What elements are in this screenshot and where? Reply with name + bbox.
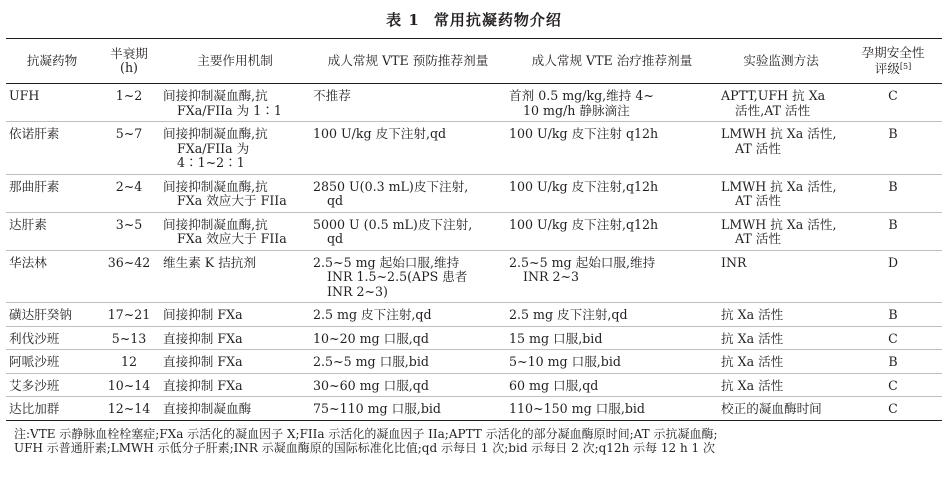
header-half-life-label: 半衰期 [110, 46, 148, 61]
cell-treatment-dose [506, 212, 718, 250]
prophylaxis-dose-line: qd [327, 231, 344, 246]
cell-monitoring [718, 84, 844, 122]
header-mechanism: 主要作用机制 [197, 53, 273, 68]
prophylaxis-dose-line: 2850 U(0.3 mL)皮下注射, [313, 178, 469, 194]
cell-mechanism [160, 303, 310, 327]
cell-prophylaxis-dose [310, 326, 506, 350]
table-row [6, 212, 942, 250]
table-body [6, 84, 942, 421]
header-grade-sub: 评级 [874, 61, 900, 76]
treatment-dose-line: 5~10 mg 口服,bid [509, 354, 621, 369]
cell-monitoring [718, 250, 844, 303]
cell-pregnancy-grade: C [888, 88, 898, 103]
cell-treatment-dose [506, 84, 718, 122]
cell-prophylaxis-dose [310, 84, 506, 122]
mechanism-line: 间接抑制凝血酶,抗 [163, 88, 268, 103]
prophylaxis-dose-line: 100 U/kg 皮下注射,qd [313, 126, 447, 141]
mechanism-line: 直接抑制 FXa [163, 377, 243, 393]
cell-pregnancy-grade: B [888, 178, 898, 194]
cell-mechanism [160, 397, 310, 421]
cell-mechanism [160, 122, 310, 175]
mechanism-line: 间接抑制凝血酶,抗 [163, 178, 268, 194]
cell-prophylaxis-dose [310, 397, 506, 421]
table-row [6, 350, 942, 374]
mechanism-line: 间接抑制凝血酶,抗 [163, 216, 268, 232]
cell-treatment-dose [506, 303, 718, 327]
cell-prophylaxis-dose [310, 373, 506, 397]
treatment-dose-line: 60 mg 口服,qd [509, 377, 599, 393]
monitoring-line: AT 活性 [735, 140, 781, 156]
prophylaxis-dose-line: INR 1.5~2.5(APS 患者 [327, 269, 468, 284]
cell-half-life: 12~14 [107, 401, 151, 416]
header-half-life-unit: (h) [120, 60, 138, 75]
treatment-dose-line: INR 2~3 [523, 269, 580, 284]
cell-half-life: 3~5 [115, 216, 143, 232]
cell-drug: 华法林 [9, 254, 47, 270]
cell-treatment-dose [506, 373, 718, 397]
cell-mechanism [160, 350, 310, 374]
cell-treatment-dose [506, 350, 718, 374]
monitoring-line: LMWH 抗 Xa 活性, [721, 126, 837, 141]
cell-treatment-dose [506, 250, 718, 303]
table-number: 表 1 [386, 11, 420, 29]
table-row [6, 397, 942, 421]
table-row [6, 174, 942, 212]
header-grade-label: 孕期安全性 [861, 45, 925, 60]
cell-half-life: 36~42 [107, 254, 151, 270]
monitoring-line: AT 活性 [735, 231, 781, 246]
mechanism-line: FXa 效应大于 FIIa [177, 193, 287, 208]
cell-drug: 达肝素 [9, 216, 47, 232]
table-row [6, 303, 942, 327]
treatment-dose-line: 首剂 0.5 mg/kg,维持 4~ [509, 88, 654, 103]
cell-monitoring [718, 326, 844, 350]
mechanism-line: 直接抑制 FXa [163, 330, 243, 346]
prophylaxis-dose-line: 5000 U (0.5 mL)皮下注射, [313, 216, 473, 232]
cell-pregnancy-grade: C [888, 401, 898, 416]
header-drug: 抗凝药物 [26, 53, 78, 68]
mechanism-line: 维生素 K 拮抗剂 [163, 254, 256, 270]
cell-mechanism [160, 84, 310, 122]
cell-drug: 利伐沙班 [9, 330, 60, 346]
table-note [14, 427, 934, 455]
cell-drug: 达比加群 [9, 401, 60, 416]
cell-monitoring [718, 373, 844, 397]
cell-pregnancy-grade: C [888, 377, 898, 393]
note-line-1: 注:VTE 示静脉血栓栓塞症;FXa 示活化的凝血因子 X;FIIa 示活化的凝血因子 IIa;APTT 示活化的部分凝血酶原时间;AT 示抗凝血酶; [14, 427, 718, 441]
cell-monitoring [718, 397, 844, 421]
header-row [6, 39, 942, 84]
cell-mechanism [160, 212, 310, 250]
anticoagulant-table [6, 38, 942, 421]
table-row [6, 326, 942, 350]
prophylaxis-dose-line: 75~110 mg 口服,bid [313, 401, 441, 416]
prophylaxis-dose-line: INR 2~3) [327, 283, 388, 299]
prophylaxis-dose-line: 不推荐 [313, 88, 351, 103]
cell-treatment-dose [506, 122, 718, 175]
cell-monitoring [718, 212, 844, 250]
cell-pregnancy-grade: B [888, 126, 898, 141]
cell-mechanism [160, 373, 310, 397]
monitoring-line: 抗 Xa 活性 [721, 307, 784, 322]
header-treatment: 成人常规 VTE 治疗推荐剂量 [531, 53, 693, 68]
monitoring-line: 校正的凝血酶时间 [721, 401, 822, 416]
cell-half-life: 12 [120, 354, 138, 369]
monitoring-line: 活性,AT 活性 [735, 102, 811, 118]
prophylaxis-dose-line: 2.5~5 mg 口服,bid [313, 354, 429, 369]
mechanism-line: FXa/FIIa 为 1∶1 [177, 102, 282, 118]
cell-treatment-dose [506, 397, 718, 421]
cell-prophylaxis-dose [310, 174, 506, 212]
table-row [6, 373, 942, 397]
prophylaxis-dose-line: 10~20 mg 口服,qd [313, 330, 429, 346]
note-line-2: UFH 示普通肝素;LMWH 示低分子肝素;INR 示凝血酶原的国际标准化比值;qd 示每日 1 次;bid 示每日 2 次;q12h 示每 12 h 1 次 [14, 441, 716, 455]
monitoring-line: AT 活性 [735, 193, 781, 208]
mechanism-line: 间接抑制 FXa [163, 307, 243, 322]
cell-drug: UFH [9, 88, 40, 103]
cell-pregnancy-grade: C [888, 330, 898, 346]
treatment-dose-line: 100 U/kg 皮下注射,q12h [509, 178, 659, 194]
treatment-dose-line: 110~150 mg 口服,bid [509, 401, 645, 416]
table-row [6, 122, 942, 175]
cell-pregnancy-grade: D [887, 254, 899, 270]
treatment-dose-line: 2.5~5 mg 起始口服,维持 [509, 254, 656, 270]
cell-half-life: 5~13 [111, 330, 147, 346]
cell-half-life: 17~21 [107, 307, 151, 322]
cell-mechanism [160, 174, 310, 212]
cell-half-life: 1~2 [115, 88, 143, 103]
cell-drug: 那曲肝素 [9, 178, 60, 194]
cell-half-life: 2~4 [115, 178, 143, 194]
prophylaxis-dose-line: 2.5 mg 皮下注射,qd [313, 307, 432, 322]
cell-pregnancy-grade: B [888, 307, 898, 322]
cell-treatment-dose [506, 174, 718, 212]
table-caption [0, 9, 948, 30]
mechanism-line: 直接抑制凝血酶 [163, 401, 252, 416]
prophylaxis-dose-line: 30~60 mg 口服,qd [313, 377, 429, 393]
cell-monitoring [718, 174, 844, 212]
cell-prophylaxis-dose [310, 250, 506, 303]
cell-prophylaxis-dose [310, 122, 506, 175]
table-row [6, 84, 942, 122]
treatment-dose-line: 100 U/kg 皮下注射,q12h [509, 216, 659, 232]
cell-drug: 艾多沙班 [9, 377, 60, 393]
mechanism-line: FXa 效应大于 FIIa [177, 231, 287, 246]
treatment-dose-line: 10 mg/h 静脉滴注 [523, 102, 630, 118]
prophylaxis-dose-line: qd [327, 193, 344, 208]
monitoring-line: INR [721, 254, 747, 270]
cell-pregnancy-grade: B [888, 354, 898, 369]
cell-prophylaxis-dose [310, 303, 506, 327]
header-pregnancy-grade [844, 39, 942, 84]
cell-mechanism [160, 250, 310, 303]
cell-monitoring [718, 350, 844, 374]
mechanism-line: 直接抑制 FXa [163, 354, 243, 369]
monitoring-line: 抗 Xa 活性 [721, 377, 784, 393]
cell-half-life: 5~7 [115, 126, 143, 141]
monitoring-line: LMWH 抗 Xa 活性, [721, 178, 837, 194]
header-monitoring: 实验监测方法 [743, 53, 819, 68]
treatment-dose-line: 15 mg 口服,bid [509, 330, 603, 346]
prophylaxis-dose-line: 2.5~5 mg 起始口服,维持 [313, 254, 460, 270]
cell-prophylaxis-dose [310, 350, 506, 374]
monitoring-line: 抗 Xa 活性 [721, 330, 784, 346]
monitoring-line: 抗 Xa 活性 [721, 354, 784, 369]
cell-half-life: 10~14 [107, 377, 151, 393]
cell-drug: 磺达肝癸钠 [9, 307, 72, 322]
treatment-dose-line: 100 U/kg 皮下注射 q12h [509, 126, 659, 141]
mechanism-line: 间接抑制凝血酶,抗 [163, 126, 268, 141]
cell-drug: 阿哌沙班 [9, 354, 60, 369]
header-half-life [98, 39, 160, 84]
monitoring-line: LMWH 抗 Xa 活性, [721, 216, 837, 232]
cell-monitoring [718, 303, 844, 327]
header-grade-ref: [5] [899, 62, 912, 71]
monitoring-line: APTT,UFH 抗 Xa [721, 88, 826, 103]
cell-pregnancy-grade: B [888, 216, 898, 232]
mechanism-line: FXa/FIIa 为 4∶1~2∶1 [177, 140, 250, 170]
cell-monitoring [718, 122, 844, 175]
cell-prophylaxis-dose [310, 212, 506, 250]
cell-mechanism [160, 326, 310, 350]
table-row [6, 250, 942, 303]
cell-drug: 依诺肝素 [9, 126, 60, 141]
header-prophylaxis: 成人常规 VTE 预防推荐剂量 [327, 53, 489, 68]
treatment-dose-line: 2.5 mg 皮下注射,qd [509, 307, 628, 322]
cell-treatment-dose [506, 326, 718, 350]
table-title: 常用抗凝药物介绍 [433, 11, 562, 29]
